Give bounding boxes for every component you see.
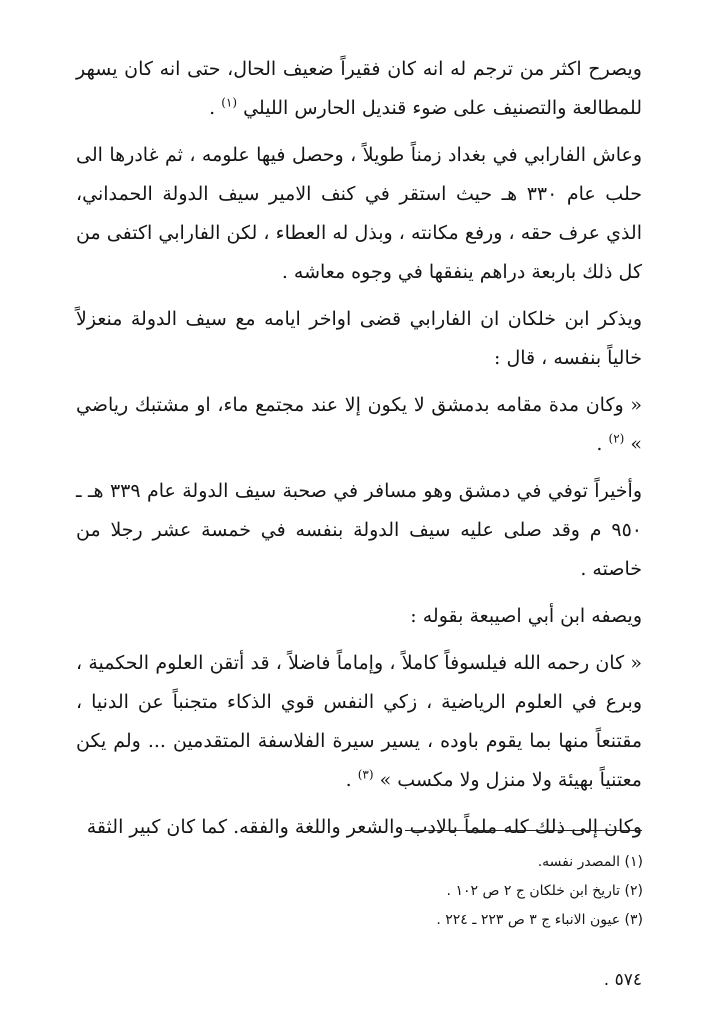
paragraph-7-text: « كان رحمه الله فيلسوفاً كاملاً ، وإماماً فاضلاً ، قد أتقن العلوم الحكمية ، وبرع في العلوم الرياضية ، زكي النفس قوي الذكاء متجنباً عن الدنيا ، مقتنعاً منها بما يقوم باوده ، يسير سيرة الفلاسفة المتقدمين ... ولم يكن معتنياً بهيئة ولا منزل ولا مكسب » (76, 652, 642, 791)
footnotes (263, 848, 643, 935)
body-text (76, 40, 642, 855)
paragraph-4-quote (76, 386, 642, 464)
footnote-ref-3: (٣) (357, 767, 374, 782)
footnote-ref-2: (٢) (608, 431, 625, 446)
paragraph-1-text: ويصرح اكثر من ترجم له انه كان فقيراً ضعيف الحال، حتى انه كان يسهر للمطالعة والتصنيف على ضوء قنديل الحارس الليلي (76, 58, 642, 119)
paragraph-1 (76, 50, 642, 128)
paragraph-4-text: « وكان مدة مقامه بدمشق لا يكون إلا عند مجتمع ماء، او مشتبك رياضي » (76, 394, 642, 455)
paragraph-1-tail: . (209, 97, 222, 119)
paragraph-7-quote (76, 644, 642, 800)
paragraph-5: وأخيراً توفي في دمشق وهو مسافر في صحبة سيف الدولة عام ٣٣٩ هـ ـ ٩٥٠ م وقد صلى عليه سيف الدولة بنفسه في خمسة عشر رجلا من خاصته . (76, 480, 643, 580)
footnote-3: (٣) عيون الانباء ج ٣ ص ٢٢٣ ـ ٢٢٤ . (436, 912, 643, 928)
paragraph-6: ويصفه ابن أبي اصيبعة بقوله : (410, 605, 642, 627)
paragraph-3: ويذكر ابن خلكان ان الفارابي قضى اواخر ايامه مع سيف الدولة منعزلاً خالياً بنفسه ، قال : (76, 308, 642, 369)
footnote-2: (٢) تاريخ ابن خلكان ج ٢ ص ١٠٢ . (446, 883, 643, 899)
footnote-ref-1: (١) (221, 95, 238, 110)
paragraph-8: وكان إلى ذلك كله ملماً بالادب والشعر واللغة والفقه. كما كان كبير الثقة (86, 816, 642, 838)
footnote-divider (405, 830, 642, 831)
page-number: ٥٧٤ . (603, 970, 642, 990)
paragraph-4-tail: . (596, 433, 609, 455)
paragraph-2: وعاش الفارابي في بغداد زمناً طويلاً ، وحصل فيها علومه ، ثم غادرها الى حلب عام ٣٣٠ هـ حيث استقر في كنف الامير سيف الدولة الحمداني، الذي عرف حقه ، ورفع مكانته ، وبذل له العطاء ، لكن الفارابي اكتفى من كل ذلك باربعة دراهم ينفقها في وجوه معاشه . (76, 144, 642, 283)
paragraph-7-tail: . (345, 769, 358, 791)
footnote-1: (١) المصدر نفسه. (537, 854, 643, 870)
